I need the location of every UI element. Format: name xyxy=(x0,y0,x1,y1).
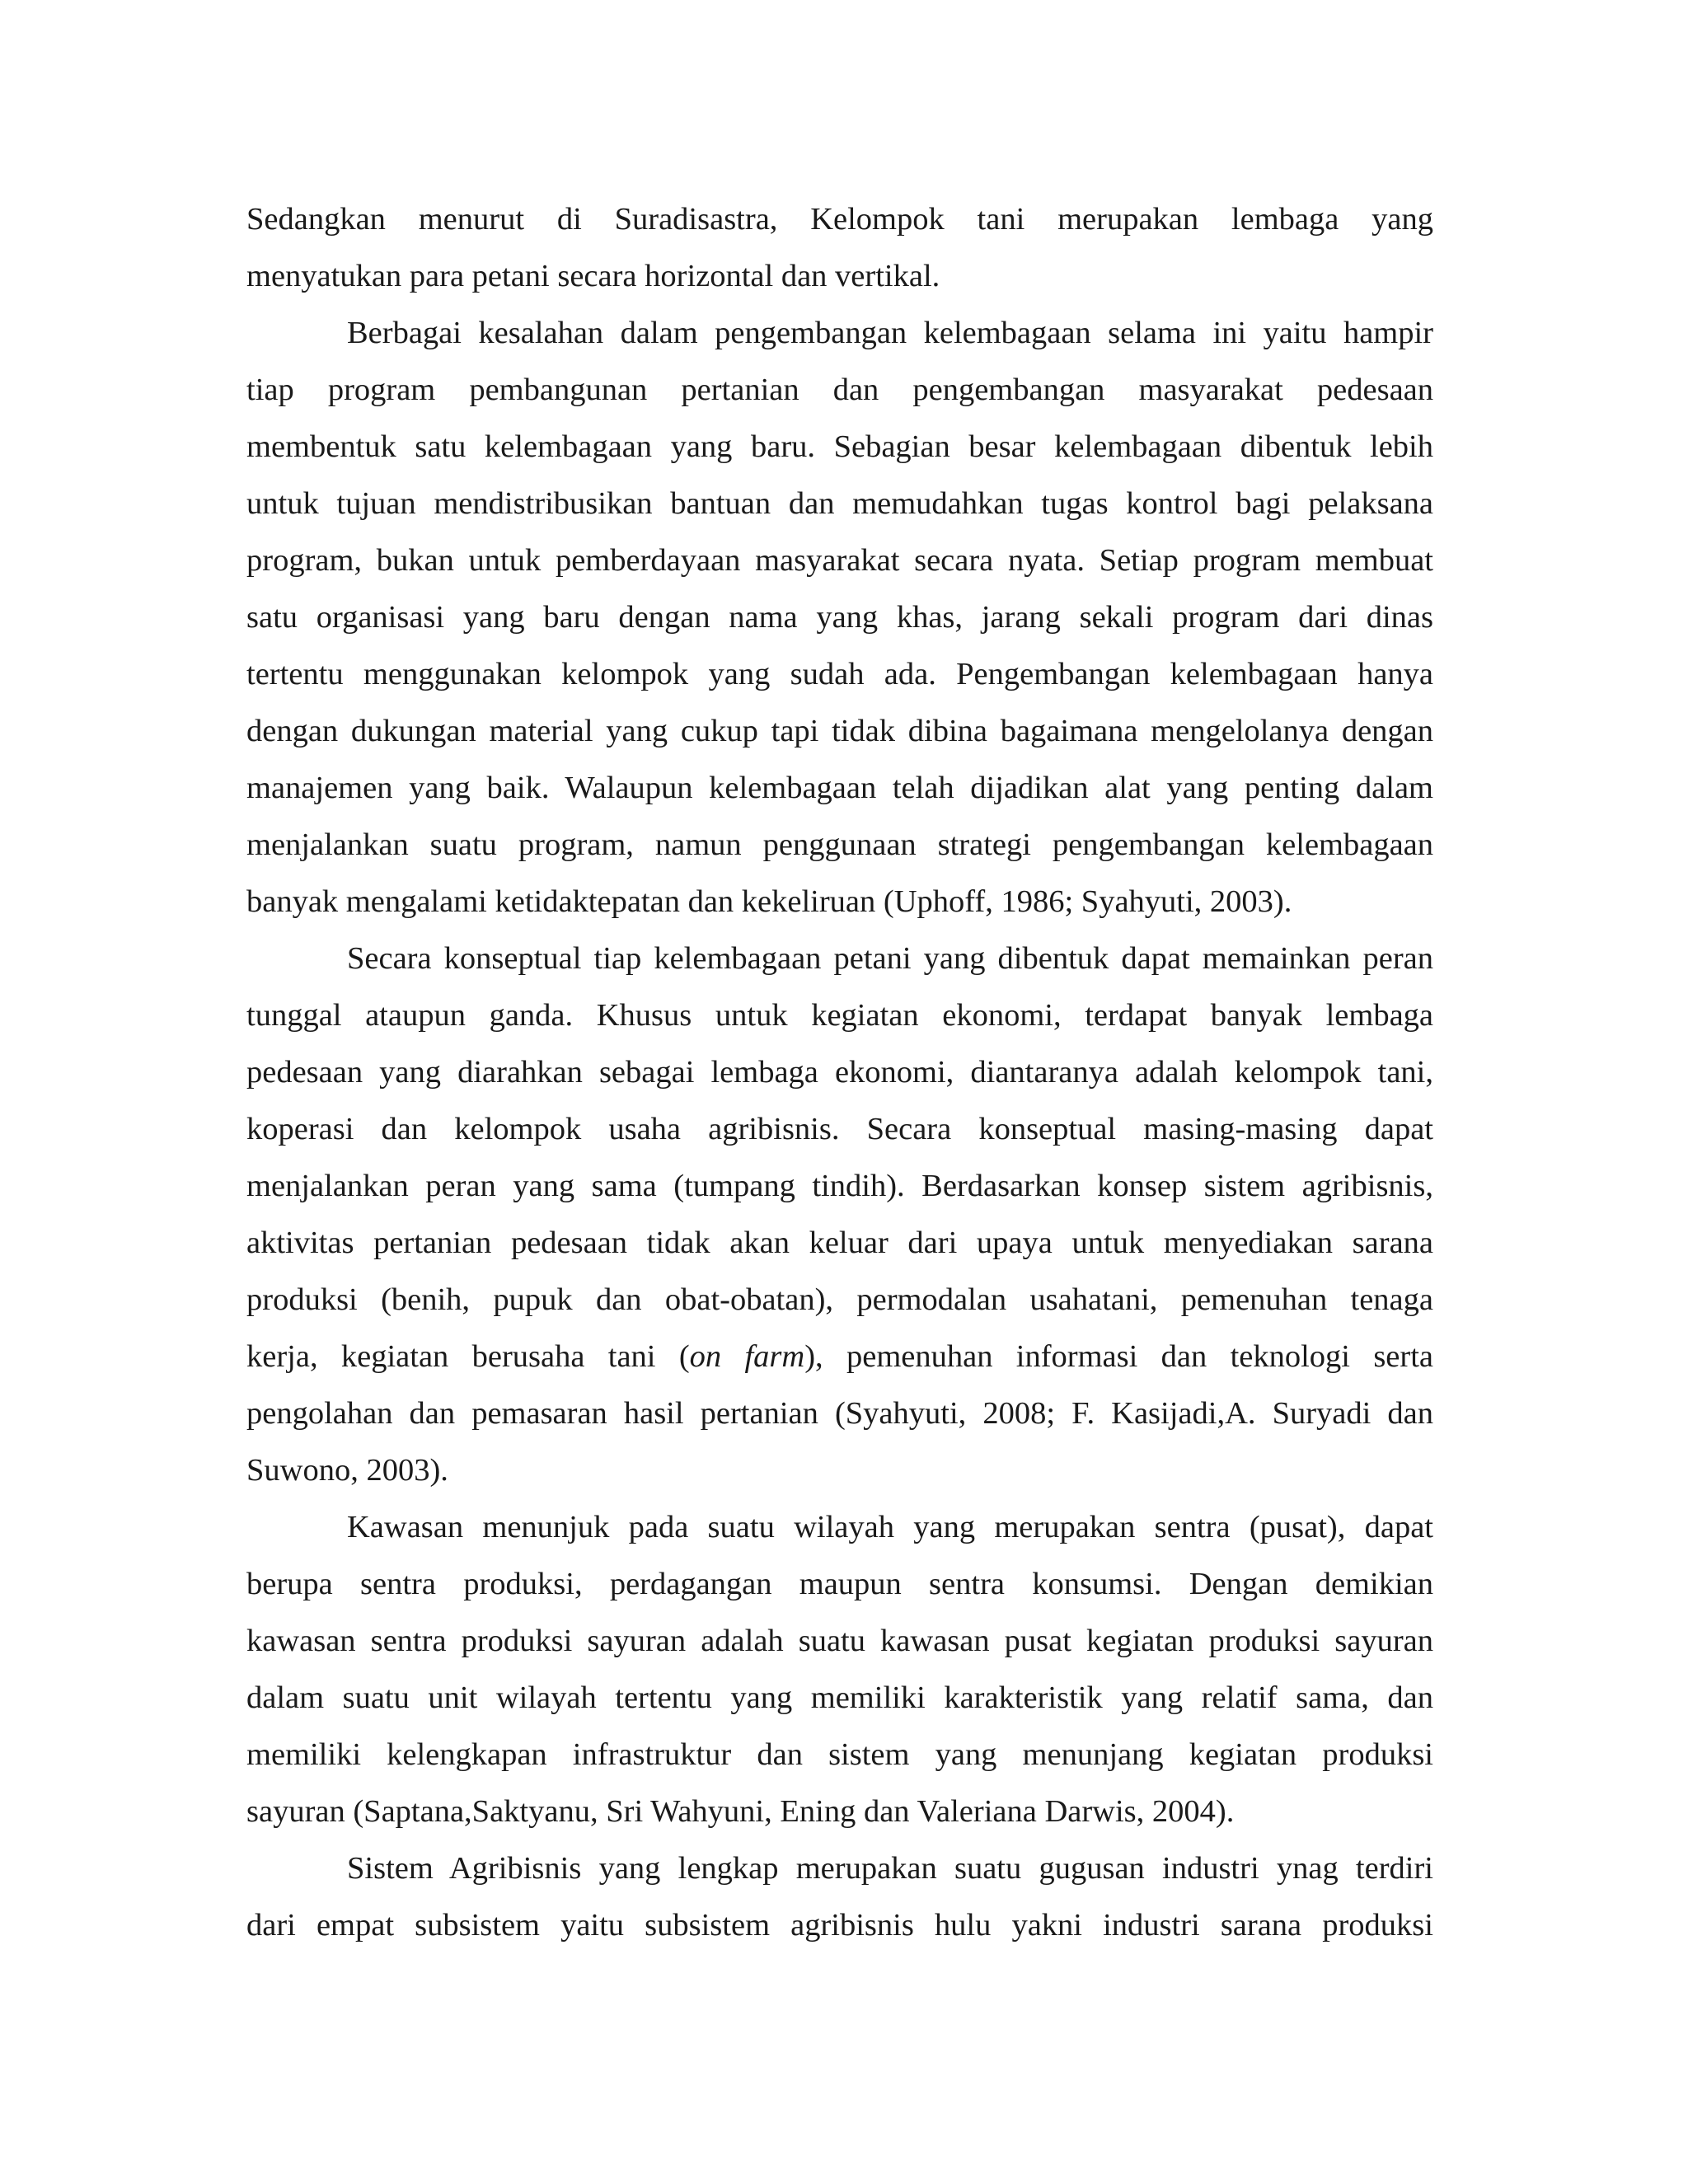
text-line: dari empat subsistem yaitu subsistem agribisnis hulu yakni industri sarana produksi xyxy=(246,1908,1433,1943)
text-line: Sistem Agribisnis yang lengkap merupakan suatu gugusan industri ynag terdiri xyxy=(347,1851,1433,1886)
text-line: Berbagai kesalahan dalam pengembangan kelembagaan selama ini yaitu hampir xyxy=(347,316,1433,350)
text-line: kerja, kegiatan berusaha tani (on farm), pemenuhan informasi dan teknologi serta xyxy=(246,1339,1433,1374)
text-line: aktivitas pertanian pedesaan tidak akan keluar dari upaya untuk menyediakan sarana xyxy=(246,1226,1433,1260)
text-line: pedesaan yang diarahkan sebagai lembaga ekonomi, diantaranya adalah kelompok tani, xyxy=(246,1055,1433,1090)
text-line: Suwono, 2003). xyxy=(246,1453,448,1488)
paragraph xyxy=(246,305,1433,930)
paragraph xyxy=(246,1499,1433,1840)
paragraph xyxy=(246,930,1433,1499)
text-line: sayuran (Saptana,Saktyanu, Sri Wahyuni, Ening dan Valeriana Darwis, 2004). xyxy=(246,1794,1235,1829)
text-line: produksi (benih, pupuk dan obat-obatan), permodalan usahatani, pemenuhan tenaga xyxy=(246,1282,1433,1317)
text-line: tiap program pembangunan pertanian dan pengembangan masyarakat pedesaan xyxy=(246,373,1433,407)
text-line: dalam suatu unit wilayah tertentu yang memiliki karakteristik yang relatif sama, dan xyxy=(246,1680,1433,1715)
text-line: menjalankan peran yang sama (tumpang tindih). Berdasarkan konsep sistem agribisnis, xyxy=(246,1169,1433,1203)
text-line: tertentu menggunakan kelompok yang sudah ada. Pengembangan kelembagaan hanya xyxy=(246,657,1433,691)
text-line: menjalankan suatu program, namun penggunaan strategi pengembangan kelembagaan xyxy=(246,827,1433,862)
text-line: menyatukan para petani secara horizontal dan vertikal. xyxy=(246,259,940,293)
text-line: Secara konseptual tiap kelembagaan petani yang dibentuk dapat memainkan peran xyxy=(347,941,1433,976)
text-line: satu organisasi yang baru dengan nama yang khas, jarang sekali program dari dinas xyxy=(246,600,1433,635)
text-line: pengolahan dan pemasaran hasil pertanian (Syahyuti, 2008; F. Kasijadi,A. Suryadi dan xyxy=(246,1396,1433,1431)
text-line: banyak mengalami ketidaktepatan dan kekeliruan (Uphoff, 1986; Syahyuti, 2003). xyxy=(246,884,1292,919)
text-line: Sedangkan menurut di Suradisastra, Kelompok tani merupakan lembaga yang xyxy=(246,202,1433,237)
text-line: untuk tujuan mendistribusikan bantuan dan memudahkan tugas kontrol bagi pelaksana xyxy=(246,486,1433,521)
text-line: program, bukan untuk pemberdayaan masyarakat secara nyata. Setiap program membuat xyxy=(246,543,1433,578)
text-line: koperasi dan kelompok usaha agribisnis. Secara konseptual masing-masing dapat xyxy=(246,1112,1433,1146)
paragraph xyxy=(246,191,1433,305)
text-line: tunggal ataupun ganda. Khusus untuk kegiatan ekonomi, terdapat banyak lembaga xyxy=(246,998,1433,1033)
text-line: membentuk satu kelembagaan yang baru. Sebagian besar kelembagaan dibentuk lebih xyxy=(246,429,1433,464)
text-line: memiliki kelengkapan infrastruktur dan sistem yang menunjang kegiatan produksi xyxy=(246,1737,1433,1772)
text-line: Kawasan menunjuk pada suatu wilayah yang merupakan sentra (pusat), dapat xyxy=(347,1510,1433,1544)
italic-term: on farm xyxy=(689,1339,805,1374)
text-line: manajemen yang baik. Walaupun kelembagaan telah dijadikan alat yang penting dalam xyxy=(246,771,1433,805)
paragraph xyxy=(246,1840,1433,1954)
body-text xyxy=(246,191,1433,1954)
text-line: dengan dukungan material yang cukup tapi tidak dibina bagaimana mengelolanya dengan xyxy=(246,714,1433,748)
text-line: berupa sentra produksi, perdagangan maupun sentra konsumsi. Dengan demikian xyxy=(246,1567,1433,1601)
text-line: kawasan sentra produksi sayuran adalah suatu kawasan pusat kegiatan produksi sayuran xyxy=(246,1624,1433,1658)
